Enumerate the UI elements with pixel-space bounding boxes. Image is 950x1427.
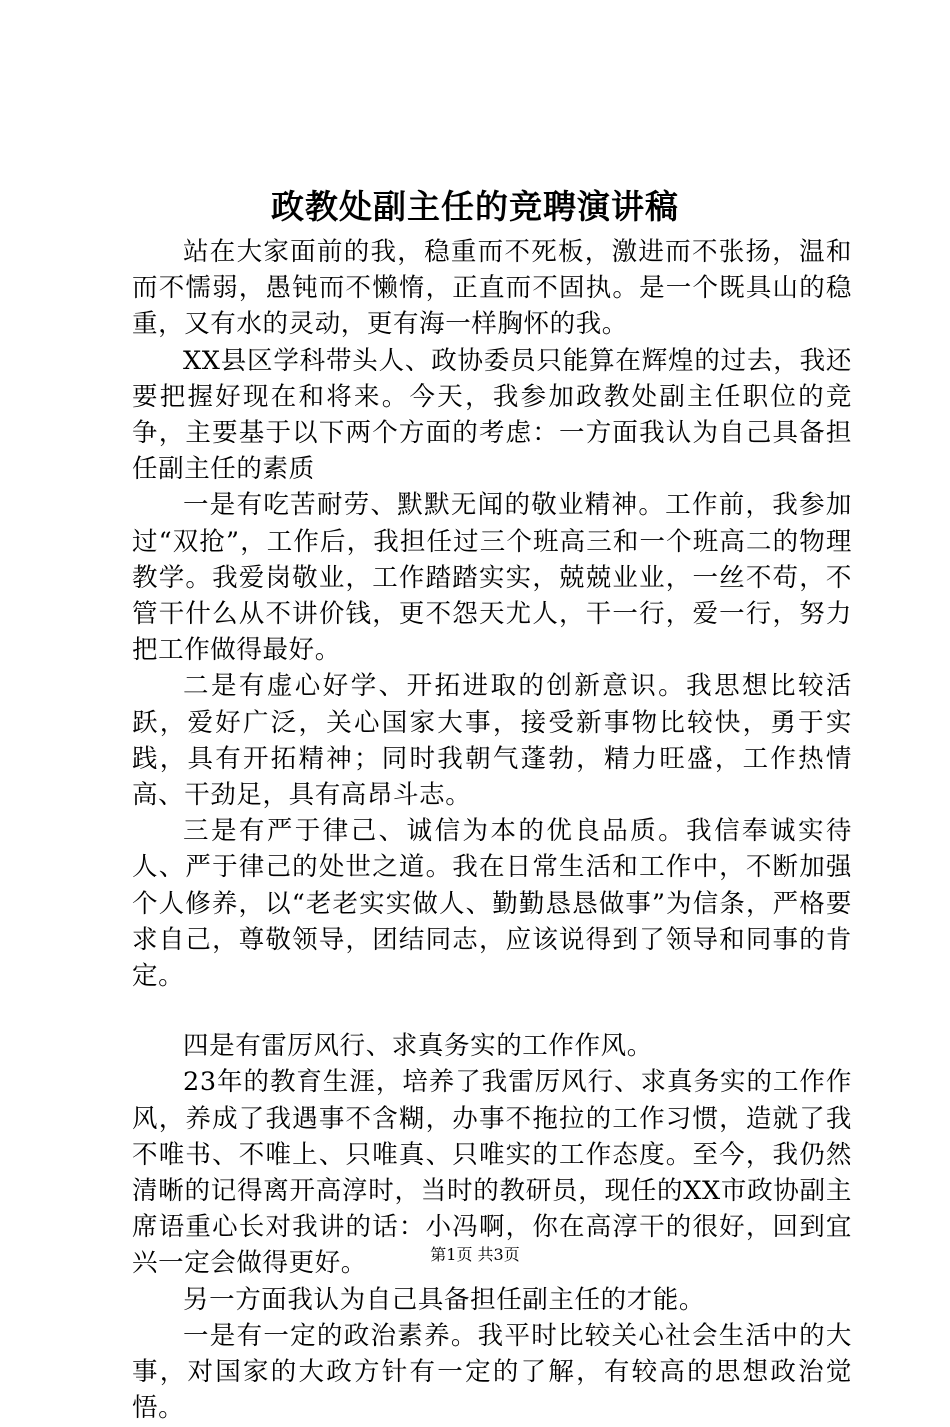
paragraph-point-three: 三是有严于律己、诚信为本的优良品质。我信奉诚实待人、严于律己的处世之道。我在日常生活和工作中，不断加强个人修养，以“老老实实做人、勤勤恳恳做事”为信条，严格要求自己，尊敬领导，团结同志，应该说得到了领导和同事的肯定。 xyxy=(132,816,852,992)
paragraph-second-aspect: 另一方面我认为自己具备担任副主任的才能。 xyxy=(183,1284,706,1315)
paragraph-background: XX县区学科带头人、政协委员只能算在辉煌的过去，我还要把握好现在和将来。今天，我参加政教处副主任职位的竞争，主要基于以下两个方面的考虑：一方面我认为自己具备担任副主任的素质 xyxy=(132,345,852,485)
page-number-footer: 第1页 共3页 xyxy=(430,1245,520,1264)
document-title: 政教处副主任的竞聘演讲稿 xyxy=(271,187,679,226)
paragraph-point-one: 一是有吃苦耐劳、默默无闻的敬业精神。工作前，我参加过“双抢”，工作后，我担任过三个班高三和一个班高二的物理教学。我爱岗敬业，工作踏踏实实，兢兢业业，一丝不苟，不管干什么从不讲价钱，更不怨天尤人，干一行，爱一行，努力把工作做得最好。 xyxy=(132,490,852,666)
paragraph-intro: 站在大家面前的我，稳重而不死板，激进而不张扬，温和而不懦弱，愚钝而不懒惰，正直而不固执。是一个既具山的稳重，又有水的灵动，更有海一样胸怀的我。 xyxy=(132,237,852,340)
paragraph-point-two: 二是有虚心好学、开拓进取的创新意识。我思想比较活跃，爱好广泛，关心国家大事，接受新事物比较快，勇于实践，具有开拓精神；同时我朝气蓬勃，精力旺盛，工作热情高、干劲足，具有高昂斗志。 xyxy=(132,671,852,811)
paragraph-spacer xyxy=(132,994,852,1028)
paragraph-political: 一是有一定的政治素养。我平时比较关心社会生活中的大事，对国家的大政方针有一定的了解，有较高的思想政治觉悟。 xyxy=(132,1320,852,1424)
paragraph-point-four: 四是有雷厉风行、求真务实的工作作风。 xyxy=(183,1031,653,1062)
paragraph-career: 23年的教育生涯，培养了我雷厉风行、求真务实的工作作风，养成了我遇事不含糊，办事不拖拉的工作习惯，造就了我不唯书、不唯上、只唯真、只唯实的工作态度。至今，我仍然清晰的记得离开高淳时，当时的教研员，现任的XX市政协副主席语重心长对我讲的话：小冯啊，你在高淳干的很好，回到宜兴一定会做得更好。 xyxy=(132,1067,852,1279)
